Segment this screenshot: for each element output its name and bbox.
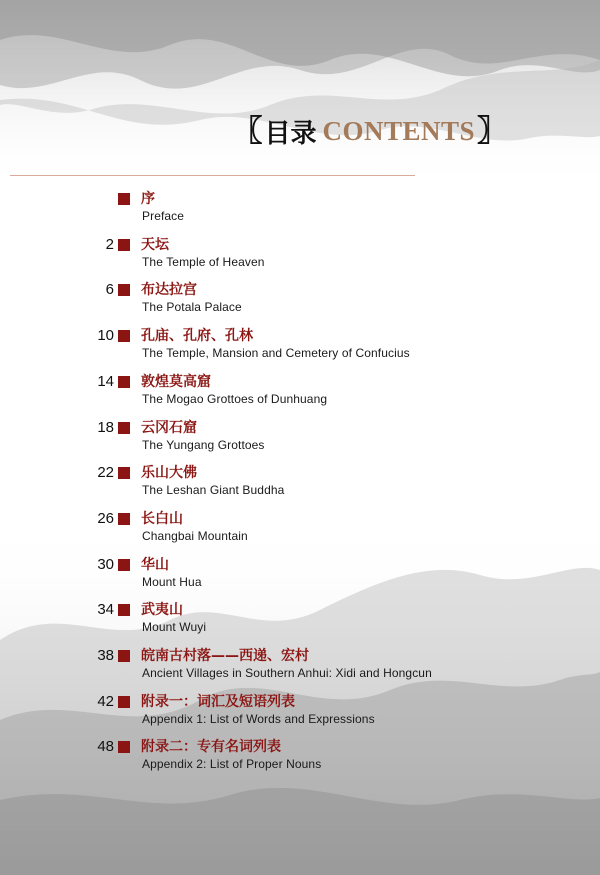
toc-page-number: 22: [97, 464, 114, 481]
toc-title-chinese: 皖南古村落——西递、宏村: [141, 648, 309, 664]
toc-entry[interactable]: [0, 188, 600, 228]
title-bracket-left: 〖: [232, 113, 263, 149]
title-bracket-right: 〗: [477, 113, 507, 149]
toc-page-number: 38: [97, 647, 114, 664]
title-chinese: 目录: [264, 119, 317, 149]
toc-page-number: 48: [97, 738, 114, 755]
toc-entry[interactable]: [0, 645, 600, 685]
toc-entry[interactable]: [0, 234, 600, 274]
toc-page-number: 6: [105, 281, 114, 298]
toc-title-english: Appendix 1: List of Words and Expressions: [142, 712, 375, 726]
toc-entry[interactable]: [0, 325, 600, 365]
square-bullet-icon: [118, 239, 130, 251]
toc-page-number: 10: [97, 327, 114, 344]
square-bullet-icon: [118, 559, 130, 571]
title-english: CONTENTS: [322, 116, 475, 146]
toc-entry[interactable]: [0, 417, 600, 457]
toc-page-number: 26: [97, 510, 114, 527]
toc-entry[interactable]: [0, 279, 600, 319]
toc-page-number: 30: [97, 556, 114, 573]
page-title: [232, 113, 507, 150]
square-bullet-icon: [118, 604, 130, 616]
toc-title-chinese: 敦煌莫高窟: [141, 374, 211, 390]
toc-title-chinese: 华山: [141, 557, 169, 573]
toc-title-chinese: 云冈石窟: [141, 420, 197, 436]
toc-page-number: 34: [97, 601, 114, 618]
toc-page-number: 42: [97, 693, 114, 710]
square-bullet-icon: [118, 650, 130, 662]
toc-entry[interactable]: [0, 554, 600, 594]
toc-title-chinese: 序: [141, 191, 155, 207]
toc-title-chinese: 天坛: [141, 237, 169, 253]
square-bullet-icon: [118, 467, 130, 479]
toc-title-english: The Leshan Giant Buddha: [142, 483, 285, 497]
square-bullet-icon: [118, 422, 130, 434]
toc-title-english: The Potala Palace: [142, 300, 242, 314]
toc-title-chinese: 武夷山: [141, 602, 183, 618]
toc-title-english: Mount Hua: [142, 575, 202, 589]
toc-title-chinese: 孔庙、孔府、孔林: [141, 328, 253, 344]
toc-title-chinese: 长白山: [141, 511, 183, 527]
toc-title-english: The Yungang Grottoes: [142, 438, 265, 452]
toc-entry[interactable]: [0, 691, 600, 731]
square-bullet-icon: [118, 193, 130, 205]
title-divider: [10, 175, 415, 176]
square-bullet-icon: [118, 376, 130, 388]
square-bullet-icon: [118, 741, 130, 753]
square-bullet-icon: [118, 696, 130, 708]
square-bullet-icon: [118, 284, 130, 296]
toc-title-english: Changbai Mountain: [142, 529, 248, 543]
toc-entry[interactable]: [0, 462, 600, 502]
toc-title-english: The Temple of Heaven: [142, 255, 265, 269]
toc-entry[interactable]: [0, 508, 600, 548]
toc-title-chinese: 布达拉宫: [141, 282, 197, 298]
toc-entry[interactable]: [0, 599, 600, 639]
toc-title-english: Mount Wuyi: [142, 620, 207, 634]
toc-title-chinese: 附录二：专有名词列表: [141, 739, 281, 755]
toc-title-english: The Temple, Mansion and Cemetery of Confucius: [142, 346, 410, 360]
toc-page-number: 14: [97, 373, 114, 390]
square-bullet-icon: [118, 513, 130, 525]
toc-title-english: Preface: [142, 209, 185, 223]
toc-title-english: Appendix 2: List of Proper Nouns: [142, 757, 322, 771]
toc-title-english: Ancient Villages in Southern Anhui: Xidi and Hongcun: [142, 666, 432, 680]
toc-title-english: The Mogao Grottoes of Dunhuang: [142, 392, 328, 406]
square-bullet-icon: [118, 330, 130, 342]
toc-entry[interactable]: [0, 736, 600, 776]
toc-entry[interactable]: [0, 371, 600, 411]
toc-page-number: 18: [97, 419, 114, 436]
toc-title-chinese: 附录一：词汇及短语列表: [141, 694, 295, 710]
toc-page-number: 2: [105, 236, 114, 253]
toc-title-chinese: 乐山大佛: [141, 465, 197, 481]
